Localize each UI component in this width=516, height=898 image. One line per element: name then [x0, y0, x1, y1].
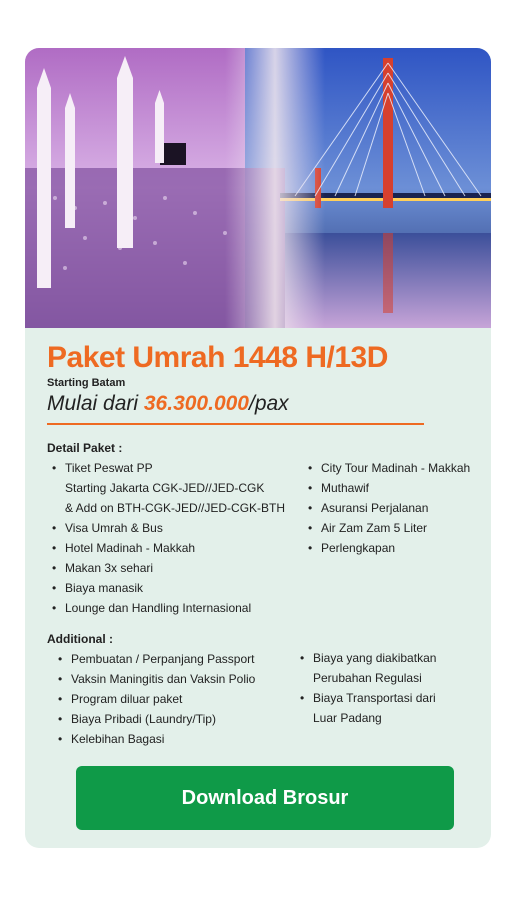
price-suffix: /pax — [248, 392, 289, 415]
bullet-icon: • — [58, 732, 63, 746]
detail-list-right — [303, 458, 470, 558]
additional-list-left — [53, 649, 255, 749]
list-item-label: Makan 3x sehari — [65, 561, 154, 575]
hero-image — [25, 48, 491, 328]
bullet-icon: • — [308, 501, 313, 515]
detail-item — [47, 558, 285, 578]
additional-heading: Additional : — [47, 632, 113, 646]
additional-item — [295, 688, 436, 728]
detail-item — [303, 518, 470, 538]
detail-list-left — [47, 458, 285, 618]
list-item-label: Biaya yang diakibatkan — [313, 651, 437, 665]
list-item-subtext: & Add on BTH-CGK-JED//JED-CGK-BTH — [65, 501, 286, 515]
list-item-subtext: Starting Jakarta CGK-JED//JED-CGK — [65, 481, 265, 495]
bullet-icon: • — [52, 461, 57, 475]
list-item-label: Muthawif — [321, 481, 370, 495]
detail-item — [303, 538, 470, 558]
bullet-icon: • — [308, 461, 313, 475]
bullet-icon: • — [300, 651, 305, 665]
additional-item — [53, 709, 255, 729]
bullet-icon: • — [52, 601, 57, 615]
list-item-label: Tiket Peswat PP — [65, 461, 153, 475]
detail-item — [303, 458, 470, 478]
bullet-icon: • — [52, 561, 57, 575]
list-item-label: Hotel Madinah - Makkah — [65, 541, 196, 555]
list-item-label: Biaya Transportasi dari — [313, 691, 436, 705]
price-amount: 36.300.000 — [143, 392, 249, 415]
list-item-subtext: Luar Padang — [313, 711, 382, 725]
list-item-label: Biaya manasik — [65, 581, 144, 595]
list-item-label: City Tour Madinah - Makkah — [321, 461, 471, 475]
additional-list-right — [295, 648, 436, 728]
starting-location: Starting Batam — [47, 377, 126, 389]
bullet-icon: • — [58, 652, 63, 666]
detail-item — [47, 598, 285, 618]
list-item-label: Biaya Pribadi (Laundry/Tip) — [71, 712, 216, 726]
detail-item — [303, 478, 470, 498]
additional-item — [295, 648, 436, 688]
list-item-label: Perlengkapan — [321, 541, 396, 555]
price-line — [47, 392, 289, 416]
list-item-subtext: Perubahan Regulasi — [313, 671, 422, 685]
bullet-icon: • — [52, 521, 57, 535]
bullet-icon: • — [300, 691, 305, 705]
list-item-label: Program diluar paket — [71, 692, 183, 706]
list-item-label: Pembuatan / Perpanjang Passport — [71, 652, 255, 666]
list-item-label: Vaksin Maningitis dan Vaksin Polio — [71, 672, 256, 686]
additional-item — [53, 689, 255, 709]
additional-item — [53, 669, 255, 689]
package-card — [25, 48, 491, 848]
price-prefix: Mulai dari — [47, 392, 144, 415]
detail-heading: Detail Paket : — [47, 441, 123, 455]
download-brochure-button[interactable]: Download Brosur — [76, 766, 454, 830]
title-divider — [47, 423, 424, 425]
bullet-icon: • — [308, 521, 313, 535]
detail-item — [47, 458, 285, 518]
package-title: Paket Umrah 1448 H/13D — [47, 341, 388, 374]
bullet-icon: • — [52, 581, 57, 595]
bullet-icon: • — [308, 481, 313, 495]
detail-item — [47, 518, 285, 538]
list-item-label: Air Zam Zam 5 Liter — [321, 521, 428, 535]
bullet-icon: • — [308, 541, 313, 555]
bullet-icon: • — [58, 672, 63, 686]
detail-item — [47, 578, 285, 598]
detail-item — [303, 498, 470, 518]
additional-item — [53, 649, 255, 669]
additional-item — [53, 729, 255, 749]
detail-item — [47, 538, 285, 558]
bullet-icon: • — [52, 541, 57, 555]
list-item-label: Kelebihan Bagasi — [71, 732, 165, 746]
list-item-label: Asuransi Perjalanan — [321, 501, 429, 515]
bullet-icon: • — [58, 712, 63, 726]
list-item-label: Visa Umrah & Bus — [65, 521, 163, 535]
bullet-icon: • — [58, 692, 63, 706]
list-item-label: Lounge dan Handling Internasional — [65, 601, 252, 615]
